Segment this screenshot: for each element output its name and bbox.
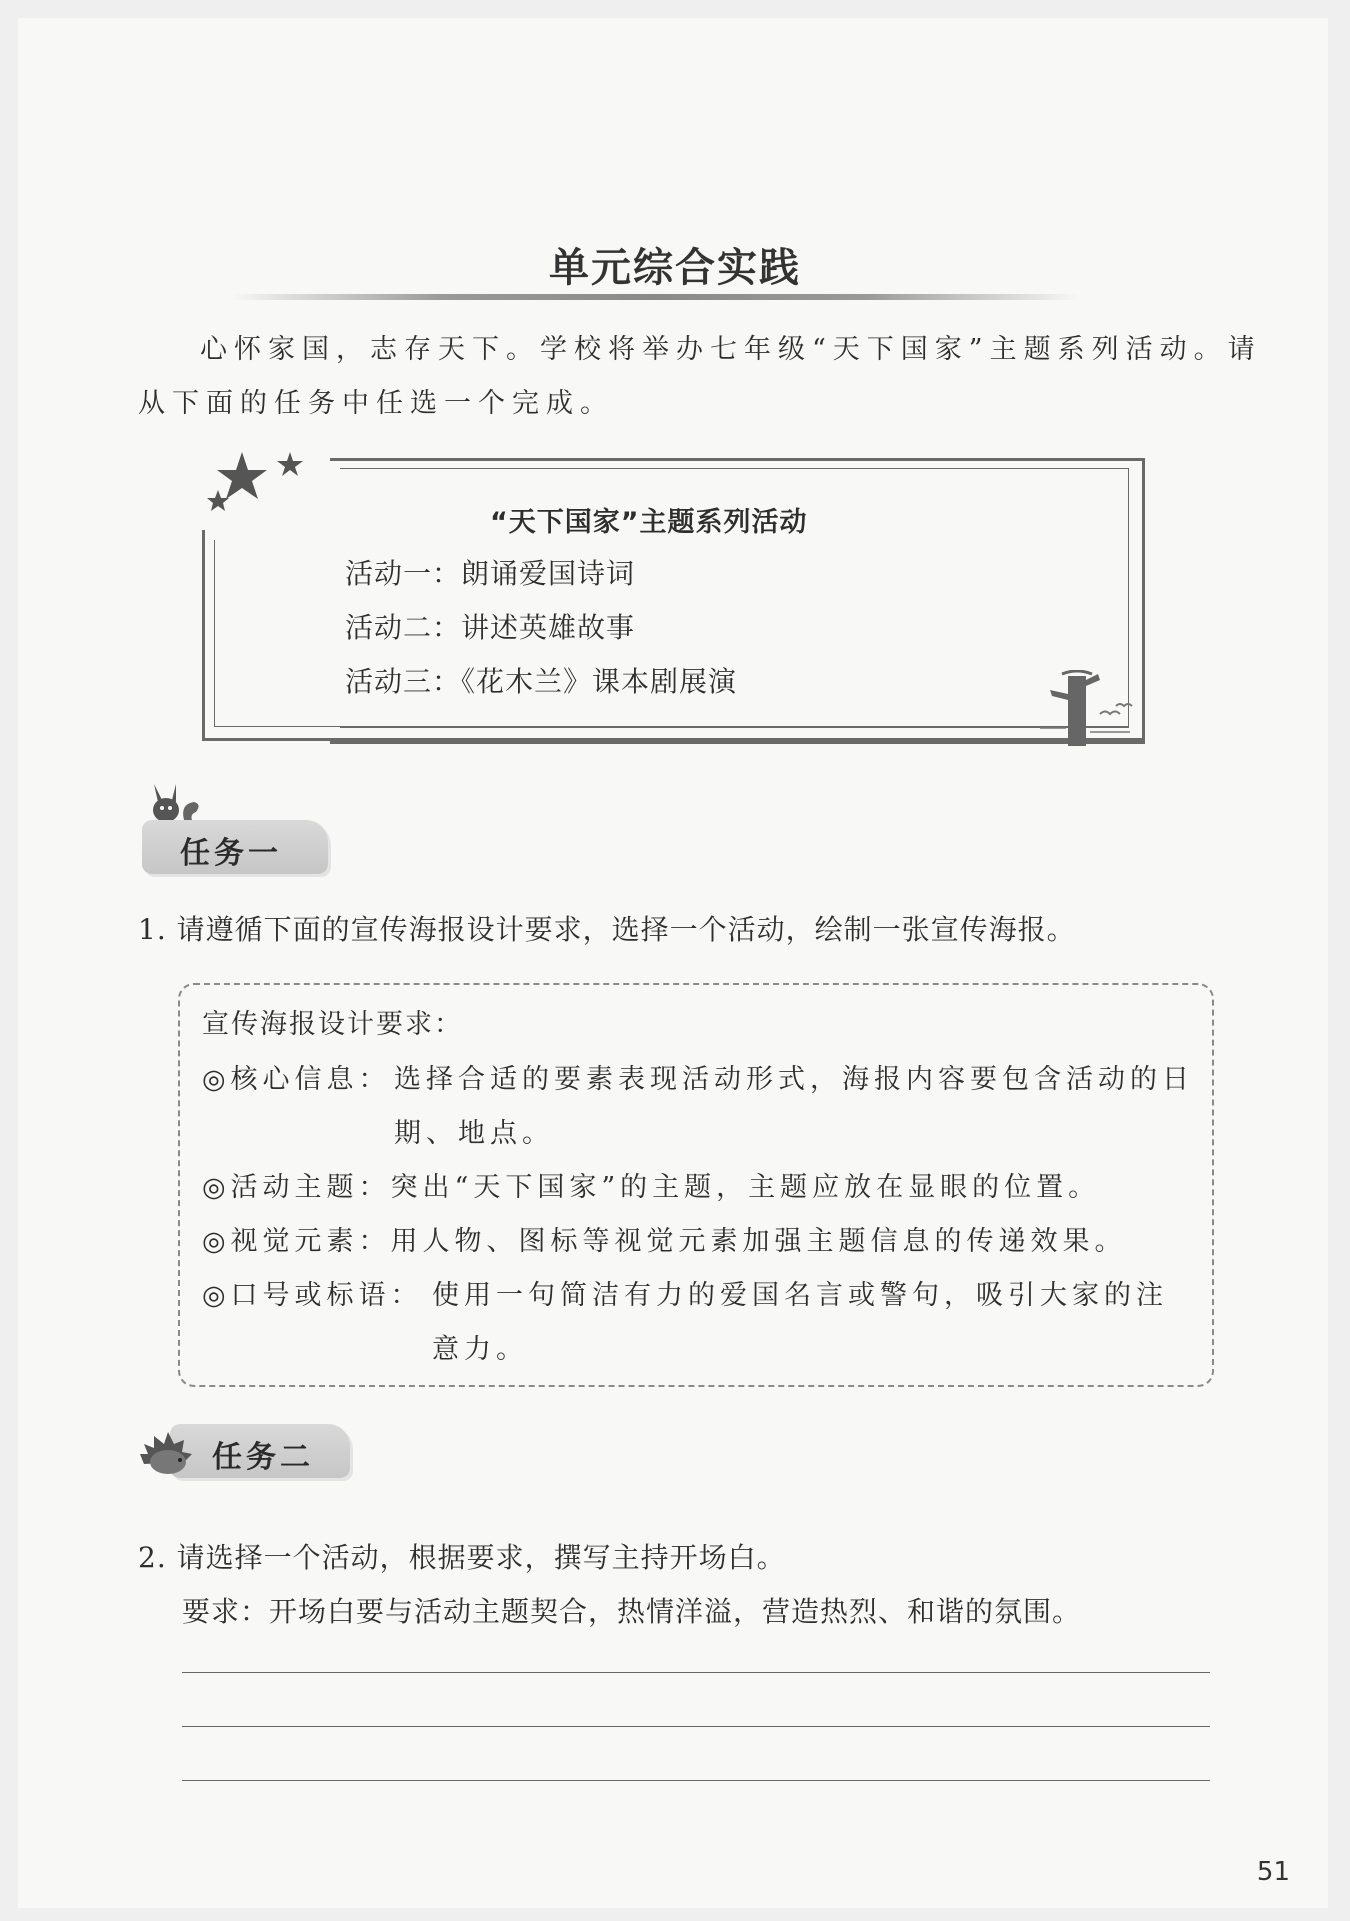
page-number: 51 bbox=[1256, 1857, 1290, 1887]
req-core-label: ◎核心信息： bbox=[202, 1064, 391, 1095]
req-core-text-2: 期、地点。 bbox=[394, 1118, 554, 1149]
answer-line[interactable] bbox=[182, 1726, 1210, 1727]
task1-label: 任务一 bbox=[180, 836, 282, 871]
bunny-squirrel-icon bbox=[146, 780, 206, 824]
task2-label: 任务二 bbox=[212, 1440, 314, 1475]
req-theme: ◎活动主题：突出“天下国家”的主题，主题应放在显眼的位置。 bbox=[202, 1172, 1101, 1203]
intro-line-2: 从下面的任务中任选一个完成。 bbox=[138, 388, 614, 419]
req-visual: ◎视觉元素：用人物、图标等视觉元素加强主题信息的传递效果。 bbox=[202, 1226, 1127, 1257]
title-underline bbox=[230, 294, 1080, 300]
star-cluster-icon bbox=[198, 446, 308, 516]
req-core-text-1: 选择合适的要素表现活动形式，海报内容要包含活动的日 bbox=[394, 1064, 1194, 1095]
task1-question: 1. 请遵循下面的宣传海报设计要求，选择一个活动，绘制一张宣传海报。 bbox=[138, 913, 1076, 946]
req-slogan-text-1: 使用一句简洁有力的爱国名言或警句，吸引大家的注 bbox=[432, 1280, 1168, 1311]
req-slogan-label: ◎口号或标语： bbox=[202, 1280, 423, 1311]
task2-question: 2. 请选择一个活动，根据要求，撰写主持开场白。 bbox=[138, 1541, 786, 1574]
activity-box-title: “天下国家”主题系列活动 bbox=[490, 507, 808, 538]
page-title: 单元综合实践 bbox=[549, 245, 801, 291]
activity-item-1: 活动一：朗诵爱国诗词 bbox=[345, 557, 636, 590]
activity-item-3: 活动三：《花木兰》课本剧展演 bbox=[345, 665, 738, 698]
task2-requirement: 要求：开场白要与活动主题契合，热情洋溢，营造热烈、和谐的氛围。 bbox=[182, 1595, 1082, 1628]
tree-stump-icon bbox=[1040, 670, 1140, 746]
answer-line[interactable] bbox=[182, 1780, 1210, 1781]
requirements-heading: 宣传海报设计要求： bbox=[202, 1009, 463, 1040]
answer-line[interactable] bbox=[182, 1672, 1210, 1673]
hedgehog-icon bbox=[138, 1424, 194, 1480]
intro-line-1: 心怀家国，志存天下。学校将举办七年级“天下国家”主题系列活动。请 bbox=[200, 334, 1262, 365]
activity-item-2: 活动二：讲述英雄故事 bbox=[345, 611, 636, 644]
req-slogan-text-2: 意力。 bbox=[432, 1334, 528, 1365]
